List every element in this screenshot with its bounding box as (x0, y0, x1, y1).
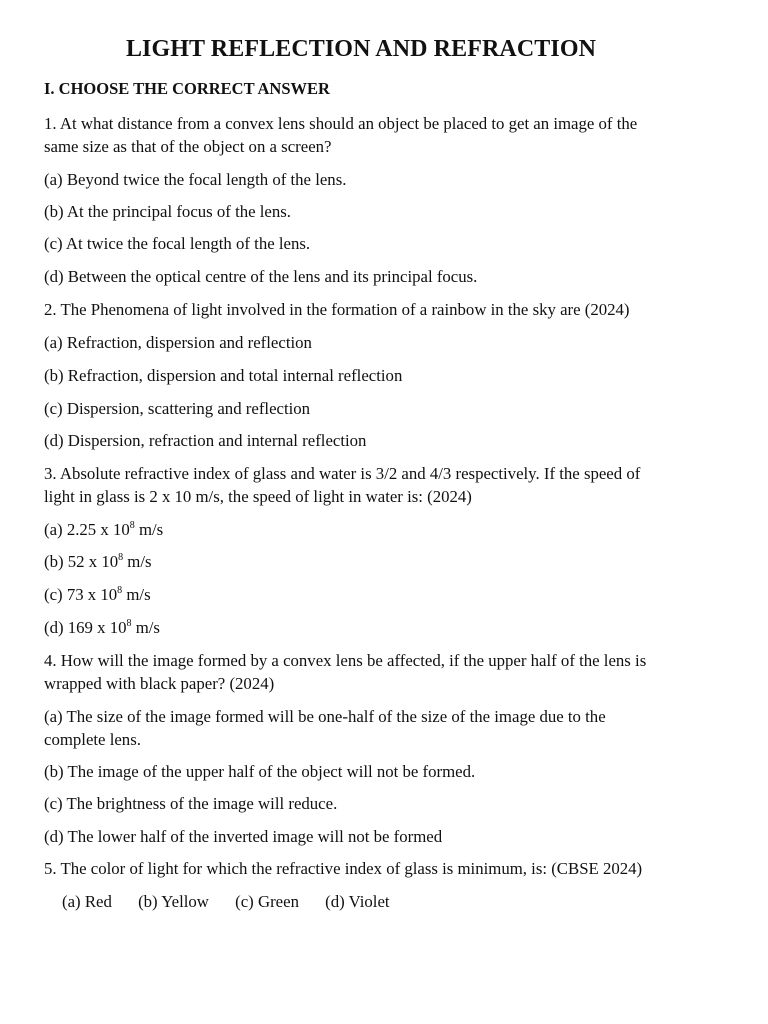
question-5-option-b: (b) Yellow (138, 892, 209, 911)
question-3-text-line-1: 3. Absolute refractive index of glass and water is 3/2 and 4/3 respectively. If the speed of (44, 464, 641, 483)
section-heading: I. CHOOSE THE CORRECT ANSWER (44, 79, 330, 98)
question-1-option-d: (d) Between the optical centre of the lens and its principal focus. (44, 267, 478, 286)
question-3-option-b: (b) 52 x $10^8$ m/s (44, 552, 152, 571)
question-4-option-c: (c) The brightness of the image will reduce. (44, 794, 338, 813)
question-2-option-d: (d) Dispersion, refraction and internal reflection (44, 431, 367, 450)
question-3-text-line-2: light in glass is 2 x 10 m/s, the speed of light in water is: (2024) (44, 487, 472, 506)
question-5-option-c: (c) Green (235, 892, 299, 911)
question-4-option-d: (d) The lower half of the inverted image will not be formed (44, 827, 443, 846)
question-1-text-line-1: 1. At what distance from a convex lens should an object be placed to get an image of the (44, 114, 638, 133)
question-4-text-line-1: 4. How will the image formed by a convex lens be affected, if the upper half of the lens is (44, 651, 647, 670)
question-1-option-a: (a) Beyond twice the focal length of the lens. (44, 170, 347, 189)
question-5-option-a: (a) Red (62, 892, 112, 911)
question-2-option-a: (a) Refraction, dispersion and reflection (44, 333, 312, 352)
question-4-text-line-2: wrapped with black paper? (2024) (44, 674, 275, 693)
question-1-option-c: (c) At twice the focal length of the lens. (44, 234, 311, 253)
question-3-option-c: (c) 73 x $10^8$ m/s (44, 585, 151, 604)
page-title: LIGHT REFLECTION AND REFRACTION (125, 36, 597, 62)
question-5-options (62, 890, 412, 913)
question-3-option-a: (a) 2.25 x $10^8$ m/s (44, 520, 164, 539)
question-2-option-c: (c) Dispersion, scattering and reflection (44, 399, 311, 418)
question-2-option-b: (b) Refraction, dispersion and total internal reflection (44, 366, 403, 385)
question-1-option-b: (b) At the principal focus of the lens. (44, 202, 291, 221)
question-5-option-d: (d) Violet (325, 892, 390, 911)
question-5-text: 5. The color of light for which the refractive index of glass is minimum, is: (CBSE 2024) (44, 859, 643, 878)
question-2-text: 2. The Phenomena of light involved in the formation of a rainbow in the sky are (2024) (44, 300, 630, 319)
question-4-option-a-line-1: (a) The size of the image formed will be one-half of the size of the image due to the (44, 707, 606, 726)
question-3-option-d: (d) 169 x $10^8$ m/s (44, 618, 160, 637)
question-4-option-a-line-2: complete lens. (44, 730, 141, 749)
question-4-option-b: (b) The image of the upper half of the object will not be formed. (44, 762, 476, 781)
question-1-text-line-2: same size as that of the object on a screen? (44, 137, 332, 156)
